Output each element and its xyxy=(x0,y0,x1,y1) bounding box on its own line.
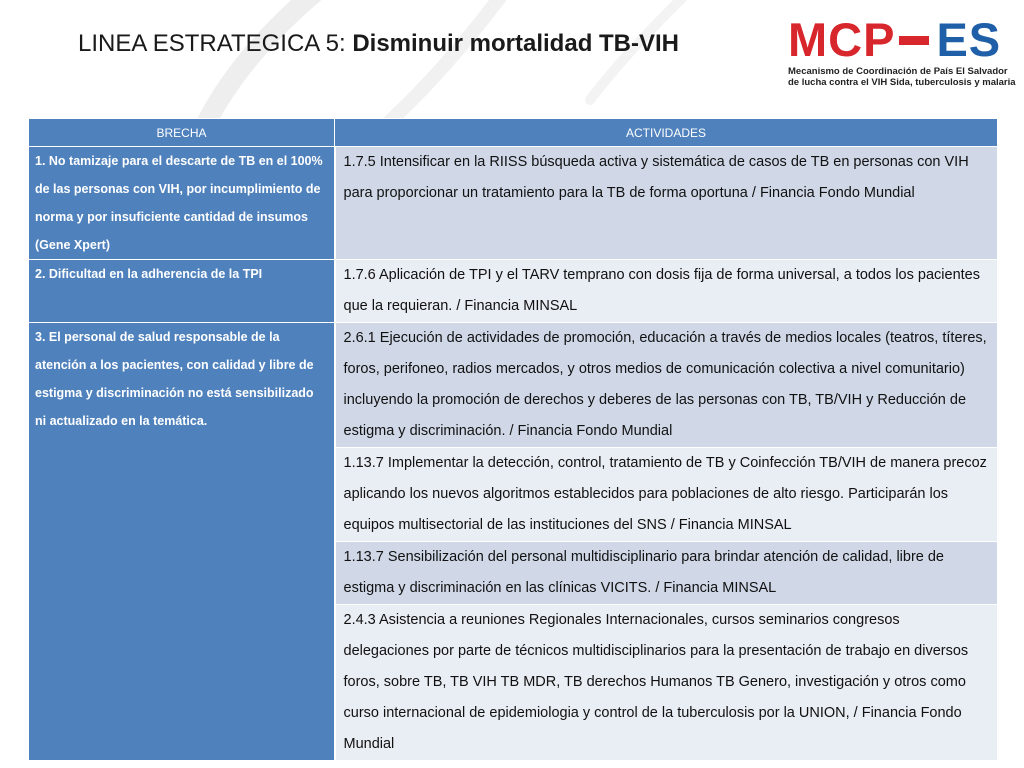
mcp-es-logo xyxy=(788,13,1016,88)
header-brecha: BRECHA xyxy=(29,119,335,147)
logo-mark-right: ES xyxy=(936,13,1002,66)
page-title xyxy=(78,30,679,58)
logo-subtitle-line2: de lucha contra el VIH Sida, tuberculosis y malaria xyxy=(788,77,1016,88)
table-row xyxy=(29,323,998,448)
table-header-row xyxy=(29,119,998,147)
brecha-cell-3: 3. El personal de salud responsable de la atención a los pacientes, con calidad y libre de estigma y discriminación no está sensibilizado ni actualizado en la temática. xyxy=(29,323,335,761)
logo-dash-icon xyxy=(899,36,929,45)
logo-mark xyxy=(788,14,1010,66)
table-row xyxy=(29,260,998,323)
title-prefix: LINEA ESTRATEGICA 5: xyxy=(78,30,353,57)
brecha-cell-2: 2. Dificultad en la adherencia de la TPI xyxy=(29,260,335,323)
brecha-cell-1: 1. No tamizaje para el descarte de TB en el 100% de las personas con VIH, por incumplimiento de norma y por insuficiente cantidad de insumos (Gene Xpert) xyxy=(29,147,335,260)
logo-subtitle-line1: Mecanismo de Coordinación de País El Salvador xyxy=(788,66,1008,77)
strategy-table xyxy=(28,118,998,761)
activity-cell-1-13-7-a: 1.13.7 Implementar la detección, control, tratamiento de TB y Coinfección TB/VIH de manera precoz aplicando los nuevos algoritmos establecidos para poblaciones de alto riesgo. Participarán los equipos multisectorial de las instituciones del SNS / Financia MINSAL xyxy=(335,448,998,542)
logo-mark-left: MCP xyxy=(788,13,896,66)
header-actividades: ACTIVIDADES xyxy=(335,119,998,147)
activity-cell-1-13-7-b: 1.13.7 Sensibilización del personal multidisciplinario para brindar atención de calidad, libre de estigma y discriminación en las clínicas VICITS. / Financia MINSAL xyxy=(335,542,998,605)
table-row xyxy=(29,147,998,260)
activity-cell-1-7-5: 1.7.5 Intensificar en la RIISS búsqueda activa y sistemática de casos de TB en personas con VIH para proporcionar un tratamiento para la TB de forma oportuna / Financia Fondo Mundial xyxy=(335,147,998,260)
activity-cell-2-4-3: 2.4.3 Asistencia a reuniones Regionales Internacionales, cursos seminarios congresos delegaciones por parte de técnicos multidisciplinarios para la presentación de trabajo en diversos foros, sobre TB, TB VIH TB MDR, TB derechos Humanos TB Genero, investigación y otros como curso internacional de epidemiologia y control de la tuberculosis por la UNION, / Financia Fondo Mundial xyxy=(335,605,998,761)
activity-cell-1-7-6: 1.7.6 Aplicación de TPI y el TARV temprano con dosis fija de forma universal, a todos los pacientes que la requieran. / Financia MINSAL xyxy=(335,260,998,323)
activity-cell-2-6-1: 2.6.1 Ejecución de actividades de promoción, educación a través de medios locales (teatros, títeres, foros, perifoneo, radios mercados, y otros medios de comunicación colectiva a nivel comunitario) incluyendo la promoción de derechos y deberes de las personas con TB, TB/VIH y Reducción de estigma y discriminación. / Financia Fondo Mundial xyxy=(335,323,998,448)
title-emphasis: Disminuir mortalidad TB-VIH xyxy=(352,30,680,57)
